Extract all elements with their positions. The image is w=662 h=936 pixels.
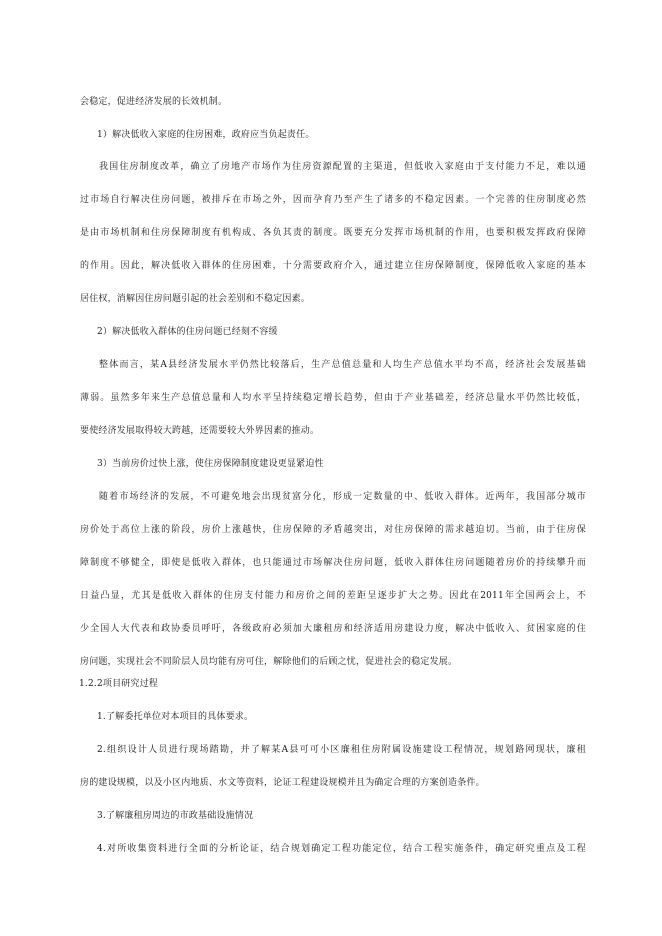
paragraph-line-13: 随着市场经济的发展，不可避免地会出现贫富分化，形成一定数量的中、低收入群体。近两年，我国部分城市 [99,492,586,502]
paragraph-line-1: 会稳定，促进经济发展的长效机制。 [80,97,228,107]
paragraph-line-16: 日益凸显，尤其是低收入群体的住房支付能力和房价之间的差距呈逐步扩大之势。因此在2011年全国两会上，不 [80,591,586,601]
paragraph-line-10: 薄弱。虽然多年来生产总值总量和人均水平呈持续稳定增长趋势，但由于产业基础差，经济总量水平仍然比较低， [80,393,586,403]
paragraph-line-11: 要使经济发展取得较大跨越，还需要较大外界因素的推动。 [80,426,320,436]
paragraph-line-6: 的作用。因此，解决低收入群体的住房困难，十分需要政府介入，通过建立住房保障制度，保障低收入家庭的基本 [80,261,586,271]
paragraph-line-7: 居住权，消解因住房问题引起的社会差别和不稳定因素。 [80,294,311,304]
subheading-1: 1）解决低收入家庭的住房困难，政府应当负起责任。 [97,130,315,140]
paragraph-line-14: 房价处于高位上涨的阶段，房价上涨越快，住房保障的矛盾越突出，对住房保障的需求越迫切。当前，由于住房保 [80,525,586,535]
list-item-2: 2.组织设计人员进行现场踏勘，并了解某A县可可小区廉租住房附属设施建设工程情况，规划路网现状，廉租 [97,745,586,755]
paragraph-line-9: 整体而言，某A县经济发展水平仍然比较落后，生产总值总量和人均生产总值水平均不高，经济社会发展基础 [99,360,586,370]
section-heading-1-2-2: 1.2.2项目研究过程 [79,679,159,689]
subheading-3: 3）当前房价过快上涨，使住房保障制度建设更显紧迫性 [97,459,324,469]
paragraph-line-5: 是由市场机制和住房保障制度有机构成、各负其责的制度。既要充分发挥市场机制的作用，也要积极发挥政府保障 [80,228,586,238]
paragraph-line-3: 我国住房制度改革，确立了房地产市场作为住房资源配置的主渠道，但低收入家庭由于支付能力不足，难以通 [99,162,586,172]
list-item-1: 1.了解委托单位对本项目的具体要求。 [97,712,254,722]
list-item-3: 3.了解廉租房周边的市政基础设施情况 [97,811,254,821]
list-item-4: 4.对所收集资料进行全面的分析论证，结合规划确定工程功能定位，结合工程实施条件，确定研究重点及工程 [97,844,586,854]
paragraph-line-17: 少全国人大代表和政协委员呼吁，各级政府必须加大廉租房和经济适用房建设力度，解决中低收入、贫困家庭的住 [80,624,586,634]
list-item-2-continued: 房的建设规模，以及小区内地质、水文等资料，论证工程建设规模并且为确定合理的方案创造条件。 [80,778,485,788]
paragraph-line-15: 障制度不够健全，即使是低收入群体，也只能通过市场解决住房问题，低收入群体住房问题随着房价的持续攀升而 [80,558,586,568]
paragraph-line-18: 房问题，实现社会不同阶层人员均能有房可住，解除他们的后顾之忧，促进社会的稳定发展。 [80,657,458,667]
subheading-2: 2）解决低收入群体的住房问题已经刻不容缓 [97,327,278,337]
paragraph-line-4: 过市场自行解决住房问题，被排斥在市场之外，因而孕育乃至产生了诸多的不稳定因素。一个完善的住房制度必然 [80,195,586,205]
